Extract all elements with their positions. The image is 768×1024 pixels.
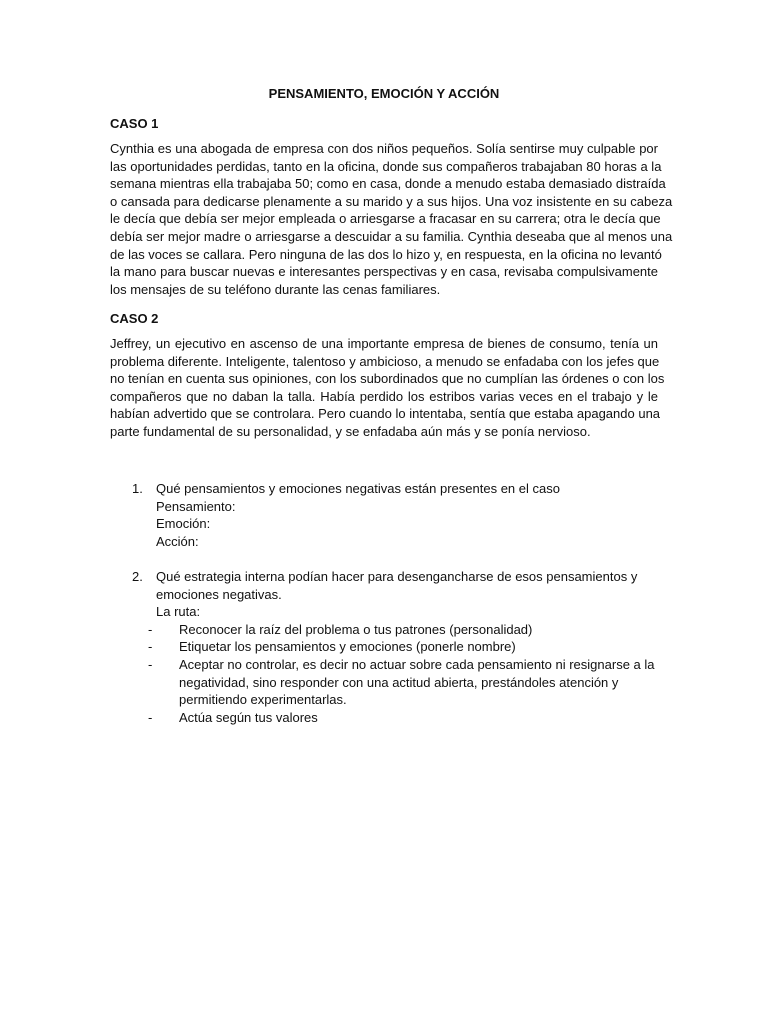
bullet-item xyxy=(148,656,655,709)
paragraph-line: las oportunidades perdidas, tanto en la oficina, donde sus compañeros trabajaban 80 horas a la xyxy=(110,158,662,174)
paragraph-line: debía ser mejor madre o arriesgarse a descuidar a su familia. Cynthia deseaba que al menos una xyxy=(110,228,673,244)
document-title: PENSAMIENTO, EMOCIÓN Y ACCIÓN xyxy=(268,86,500,101)
paragraph-line: Jeffrey, un ejecutivo en ascenso de una importante empresa de bienes de consumo, tenía un xyxy=(110,336,658,351)
bullet-text: negatividad, sino responder con una actitud abierta, prestándoles atención y xyxy=(179,674,619,690)
question-body xyxy=(148,568,655,726)
bullet-text: Aceptar no controlar, es decir no actuar sobre cada pensamiento ni resignarse a la xyxy=(179,656,655,672)
paragraph-line: Cynthia es una abogada de empresa con dos niños pequeños. Solía sentirse muy culpable por xyxy=(110,141,658,156)
dash-marker: - xyxy=(148,621,153,637)
case-2-paragraph xyxy=(110,335,665,441)
question-body xyxy=(156,480,652,550)
dash-marker: - xyxy=(148,656,153,672)
question-text: Qué pensamientos y emociones negativas están presentes en el caso xyxy=(156,481,560,496)
case-1-paragraph xyxy=(110,140,673,298)
case-1-heading: CASO 1 xyxy=(110,116,159,131)
question-text: Qué estrategia interna podían hacer para desengancharse de esos pensamientos y xyxy=(156,569,638,584)
paragraph-line: o cansada para dedicarse plenamente a su marido y a sus hijos. Una voz insistente en su cabeza xyxy=(110,193,673,209)
bullet-item xyxy=(148,621,652,639)
paragraph-line: problema diferente. Inteligente, talentoso y ambicioso, a menudo se enfadaba con los jefes que xyxy=(110,353,660,369)
answer-label-emocion: Emoción: xyxy=(156,516,211,532)
paragraph-line: le decía que debía ser mejor empleada o arriesgarse a fracasar en su carrera; otra le decía que xyxy=(110,211,661,227)
dash-marker: - xyxy=(148,639,153,655)
case-2-heading: CASO 2 xyxy=(110,311,159,326)
answer-label-pensamiento: Pensamiento: xyxy=(156,498,236,514)
paragraph-line: compañeros que no daban la talla. Había perdido los estribos varias veces en el trabajo y le xyxy=(110,388,658,404)
paragraph-line: de las voces se callara. Pero ninguna de las dos lo hizo y, en respuesta, en la oficina no levantó xyxy=(110,246,662,262)
paragraph-line: no tenían en cuenta sus opiniones, con los subordinados que no cumplían las órdenes o con los xyxy=(110,371,665,387)
paragraph-line: los mensajes de su teléfono durante las cenas familiares. xyxy=(110,281,441,297)
paragraph-line: habían advertido que se controlara. Pero cuando lo intentaba, sentía que estaba apagando una xyxy=(110,406,661,422)
bullet-item xyxy=(148,638,652,656)
question-text: emociones negativas. xyxy=(156,586,282,602)
bullet-item xyxy=(148,709,652,727)
bullet-text: Reconocer la raíz del problema o tus patrones (personalidad) xyxy=(179,621,533,637)
paragraph-line: parte fundamental de su personalidad, y se enfadaba aún más y se ponía nervioso. xyxy=(110,423,591,439)
answer-label-accion: Acción: xyxy=(156,533,199,549)
dash-marker: - xyxy=(148,709,153,725)
paragraph-line: la mano para buscar nuevas e interesantes perspectivas y en casa, revisaba compulsivamente xyxy=(110,264,658,280)
question-number: 1. xyxy=(132,481,143,496)
bullet-text: permitiendo experimentarlas. xyxy=(179,692,347,708)
route-label: La ruta: xyxy=(156,604,201,620)
paragraph-line: semana mientras ella trabajaba 50; como en casa, donde a menudo estaba demasiado distraída xyxy=(110,176,666,192)
bullet-text: Actúa según tus valores xyxy=(179,709,318,725)
question-number: 2. xyxy=(132,569,143,584)
bullet-text: Etiquetar los pensamientos y emociones (ponerle nombre) xyxy=(179,639,516,655)
